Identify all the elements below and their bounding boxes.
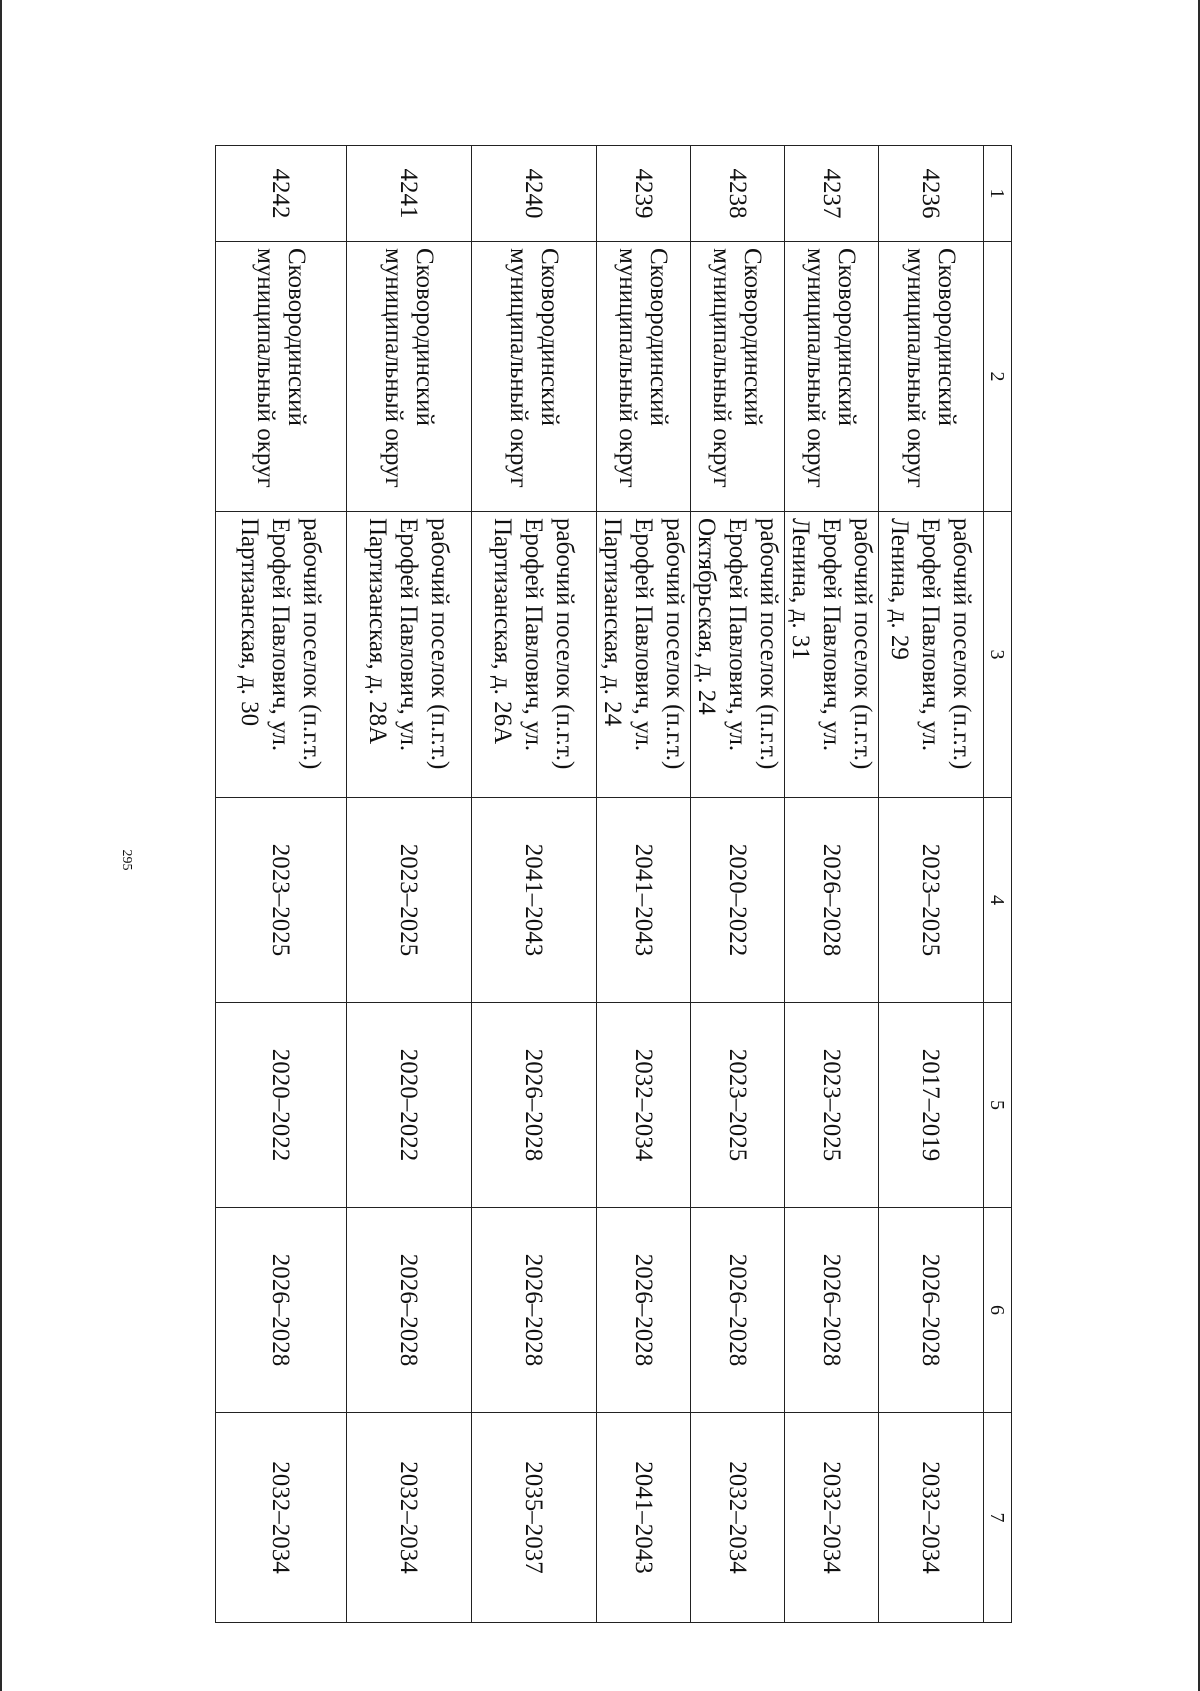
- period-cell: 2032–2034: [597, 1003, 691, 1208]
- address-cell: рабочий поселок (п.г.т.) Ерофей Павлович, ул. Ленина, д. 31: [785, 512, 879, 798]
- period-cell: 2041–2043: [597, 1413, 691, 1623]
- header-cell: 2: [984, 242, 1012, 512]
- table-row: [216, 146, 347, 1623]
- period-cell: 2023–2025: [785, 1003, 879, 1208]
- district-cell: Сковородинский муниципальный округ: [216, 242, 347, 512]
- period-cell: 2041–2043: [597, 798, 691, 1003]
- district-cell: Сковородинский муниципальный округ: [691, 242, 785, 512]
- period-cell: 2026–2028: [597, 1208, 691, 1413]
- table-row: [785, 146, 879, 1623]
- period-cell: 2026–2028: [785, 1208, 879, 1413]
- row-number-cell: 4241: [347, 146, 472, 242]
- table-row: [347, 146, 472, 1623]
- header-cell: 7: [984, 1413, 1012, 1623]
- period-cell: 2026–2028: [347, 1208, 472, 1413]
- period-cell: 2032–2034: [879, 1413, 984, 1623]
- table-row: [597, 146, 691, 1623]
- header-cell: 4: [984, 798, 1012, 1003]
- period-cell: 2020–2022: [216, 1003, 347, 1208]
- period-cell: 2026–2028: [216, 1208, 347, 1413]
- header-cell: 5: [984, 1003, 1012, 1208]
- address-cell: рабочий поселок (п.г.т.) Ерофей Павлович, ул. Партизанская, д. 24: [597, 512, 691, 798]
- period-cell: 2026–2028: [472, 1003, 597, 1208]
- address-cell: рабочий поселок (п.г.т.) Ерофей Павлович, ул. Партизанская, д. 28А: [347, 512, 472, 798]
- address-cell: рабочий поселок (п.г.т.) Ерофей Павлович, ул. Партизанская, д. 26А: [472, 512, 597, 798]
- row-number-cell: 4237: [785, 146, 879, 242]
- period-cell: 2020–2022: [347, 1003, 472, 1208]
- header-cell: 1: [984, 146, 1012, 242]
- period-cell: 2026–2028: [691, 1208, 785, 1413]
- table-row: [472, 146, 597, 1623]
- period-cell: 2023–2025: [347, 798, 472, 1003]
- row-number-cell: 4242: [216, 146, 347, 242]
- data-table: [215, 145, 1012, 1623]
- header-cell: 6: [984, 1208, 1012, 1413]
- district-cell: Сковородинский муниципальный округ: [597, 242, 691, 512]
- address-cell: рабочий поселок (п.г.т.) Ерофей Павлович, ул. Ленина, д. 29: [879, 512, 984, 798]
- period-cell: 2032–2034: [216, 1413, 347, 1623]
- district-cell: Сковородинский муниципальный округ: [347, 242, 472, 512]
- period-cell: 2026–2028: [785, 798, 879, 1003]
- period-cell: 2023–2025: [879, 798, 984, 1003]
- period-cell: 2023–2025: [691, 1003, 785, 1208]
- period-cell: 2023–2025: [216, 798, 347, 1003]
- header-cell: 3: [984, 512, 1012, 798]
- period-cell: 2041–2043: [472, 798, 597, 1003]
- period-cell: 2032–2034: [691, 1413, 785, 1623]
- district-cell: Сковородинский муниципальный округ: [879, 242, 984, 512]
- period-cell: 2020–2022: [691, 798, 785, 1003]
- district-cell: Сковородинский муниципальный округ: [785, 242, 879, 512]
- address-cell: рабочий поселок (п.г.т.) Ерофей Павлович, ул. Октябрьская, д. 24: [691, 512, 785, 798]
- period-cell: 2026–2028: [879, 1208, 984, 1413]
- row-number-cell: 4239: [597, 146, 691, 242]
- address-cell: рабочий поселок (п.г.т.) Ерофей Павлович, ул. Партизанская, д. 30: [216, 512, 347, 798]
- period-cell: 2035–2037: [472, 1413, 597, 1623]
- row-number-cell: 4240: [472, 146, 597, 242]
- period-cell: 2017–2019: [879, 1003, 984, 1208]
- district-cell: Сковородинский муниципальный округ: [472, 242, 597, 512]
- page-number: 295: [119, 849, 134, 871]
- page-left-edge: [0, 0, 2, 1691]
- period-cell: 2032–2034: [785, 1413, 879, 1623]
- row-number-cell: 4236: [879, 146, 984, 242]
- table-row: [879, 146, 984, 1623]
- period-cell: 2032–2034: [347, 1413, 472, 1623]
- period-cell: 2026–2028: [472, 1208, 597, 1413]
- table-container: [219, 145, 1012, 1622]
- row-number-cell: 4238: [691, 146, 785, 242]
- table-row: [691, 146, 785, 1623]
- table-header-row: [984, 146, 1012, 1623]
